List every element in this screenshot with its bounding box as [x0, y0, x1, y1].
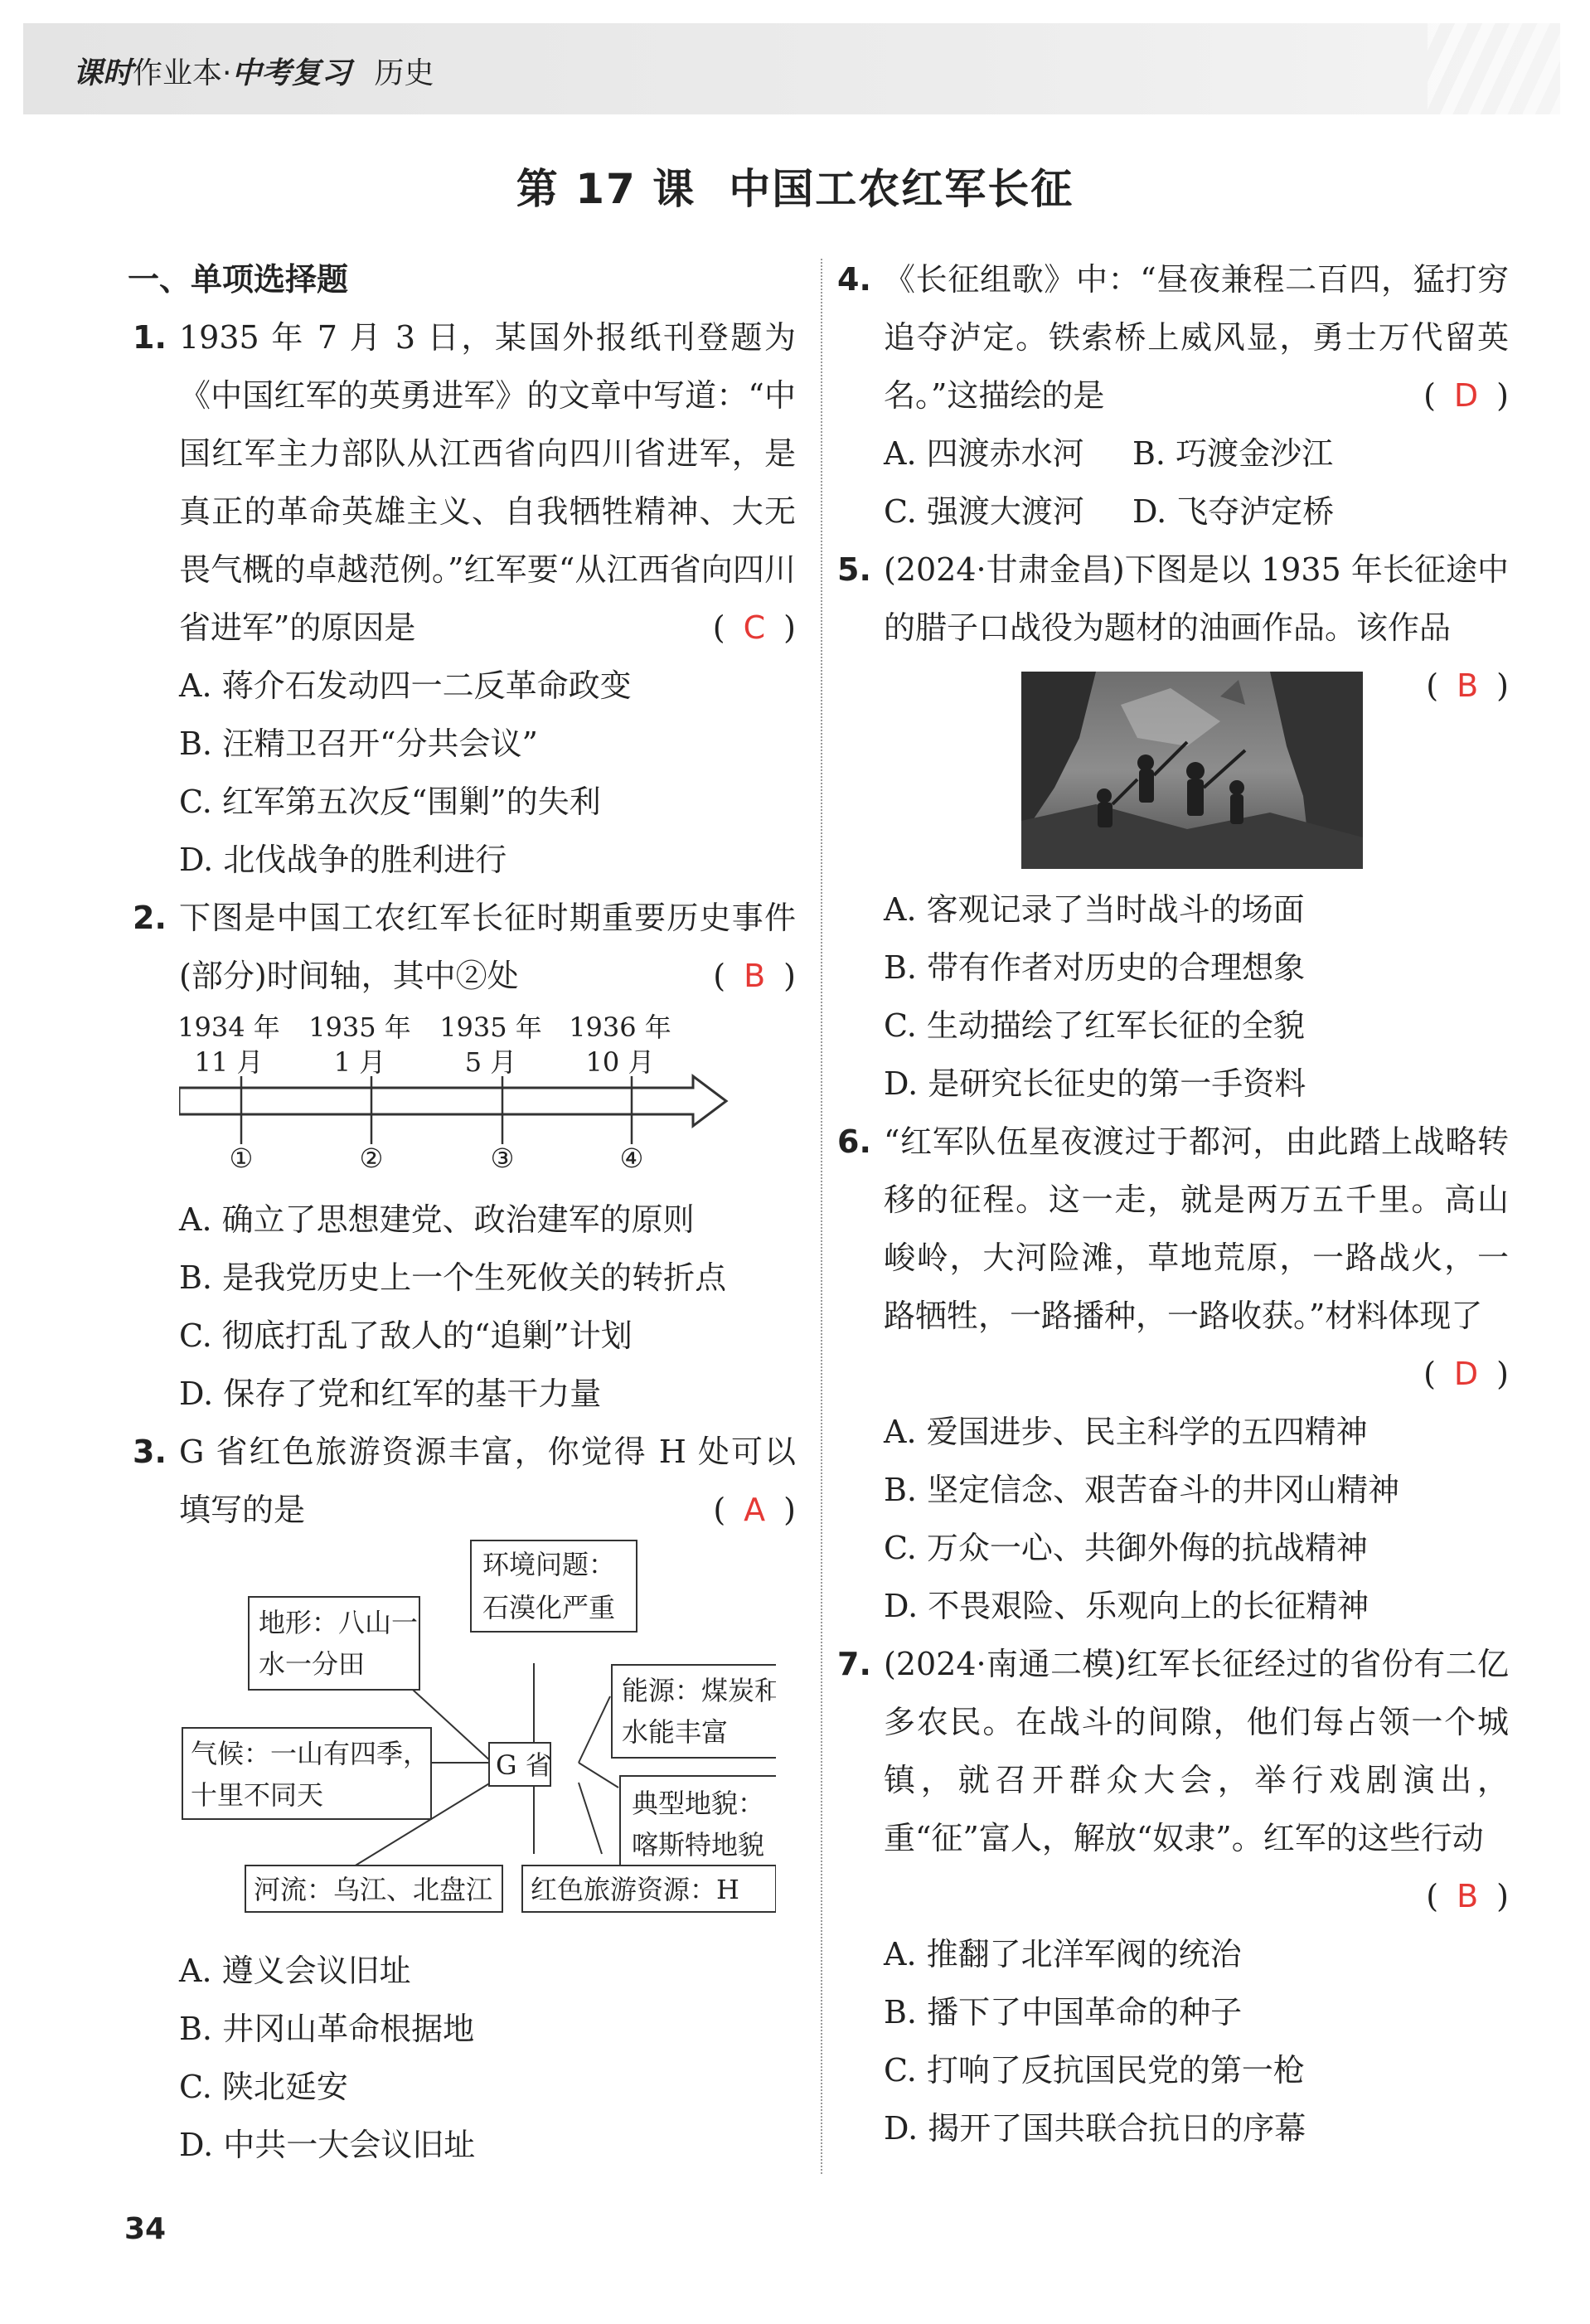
option[interactable]: C. 陕北延安 [179, 2069, 348, 2105]
lesson-title [0, 156, 1590, 216]
terrain-text: 水一分田 [259, 1648, 366, 1680]
option[interactable]: B. 井冈山革命根据地 [179, 2011, 475, 2047]
energy-text: 水能丰富 [622, 1716, 729, 1748]
option[interactable]: A. 四渡赤水河 [884, 435, 1084, 472]
landform-text: 典型地貌： [632, 1788, 765, 1819]
page-number: 34 [124, 2212, 167, 2246]
climate-text: 气候：一山有四季， [191, 1738, 430, 1769]
question-5 [837, 541, 1509, 704]
question-4 [837, 250, 1509, 425]
question-stem: (2024·甘肃金昌)下图是以 1935 年长征途中的腊子口战役为题材的油画作品。该作品 [884, 551, 1509, 646]
answer-bracket: ( C ) [712, 609, 796, 646]
question-stem: G 省红色旅游资源丰富，你觉得 H 处可以填写的是 [179, 1434, 796, 1528]
option-row [837, 425, 1509, 483]
answer-bracket: ( B ) [1426, 1878, 1509, 1914]
option[interactable]: B. 是我党历史上一个生死攸关的转折点 [179, 1259, 727, 1296]
option-row [837, 483, 1509, 541]
option[interactable]: B. 坚定信念、艰苦奋斗的井冈山精神 [884, 1472, 1400, 1508]
question-1 [133, 308, 796, 657]
header-decoration [1428, 23, 1560, 114]
timeline-month: 11 月 [194, 1046, 264, 1078]
timeline-arrow [179, 1076, 726, 1126]
answer-bracket: ( A ) [713, 1492, 796, 1528]
connector-line [579, 1783, 602, 1854]
timeline-month: 5 月 [464, 1046, 517, 1078]
option[interactable]: C. 生动描绘了红军长征的全貌 [884, 1007, 1305, 1044]
answer-mark: A [744, 1492, 766, 1528]
timeline-marker: ② [359, 1143, 384, 1171]
timeline-month: 10 月 [585, 1046, 655, 1078]
question-stem: (2024·南通二模)红军长征经过的省份有二亿多农民。在战斗的间隙，他们每占领一个城镇，就召开群众大会，举行戏剧演出，重“征”富人，解放“奴隶”。红军的这些行动 [884, 1646, 1509, 1856]
connector-line [579, 1696, 610, 1763]
timeline-month: 1 月 [333, 1046, 386, 1078]
question-number: 7. [837, 1646, 871, 1682]
answer-mark: C [743, 609, 766, 646]
lesson-name: 中国工农红军长征 [729, 165, 1074, 213]
option[interactable]: B. 带有作者对历史的合理想象 [884, 949, 1306, 986]
timeline-year: 1936 年 [569, 1012, 671, 1043]
lesson-number: 第 17 课 [516, 165, 696, 213]
answer-bracket: ( B ) [1426, 667, 1509, 704]
right-column [837, 250, 1509, 2157]
timeline-year: 1935 年 [439, 1012, 542, 1043]
option[interactable]: A. 遵义会议旧址 [179, 1953, 411, 1989]
question-2 [133, 889, 796, 1005]
painting-svg [1021, 672, 1363, 869]
option[interactable]: A. 确立了思想建党、政治建军的原则 [179, 1201, 695, 1238]
timeline-marker: ④ [619, 1143, 644, 1171]
landform-text: 喀斯特地貌 [632, 1829, 765, 1861]
option[interactable]: B. 巧渡金沙江 [1132, 435, 1334, 472]
section-title: 一、单项选择题 [128, 261, 349, 298]
diagram-svg [179, 1539, 776, 1887]
option[interactable]: D. 中共一大会议旧址 [179, 2127, 476, 2163]
center-text: G 省 [496, 1749, 552, 1781]
timeline-figure [179, 1005, 759, 1171]
question-6 [837, 1113, 1509, 1345]
option[interactable]: A. 客观记录了当时战斗的场面 [884, 891, 1305, 928]
answer-mark: D [1453, 377, 1479, 414]
question-number: 5. [837, 551, 871, 588]
option[interactable]: C. 强渡大渡河 [884, 493, 1084, 530]
option[interactable]: D. 揭开了国共联合抗日的序幕 [884, 2110, 1306, 2147]
question-stem: 1935 年 7 月 3 日，某国外报纸刊登题为《中国红军的英勇进军》的文章中写道：“中国红军主力部队从江西省向四川省进军，是真正的革命英雄主义、自我牺牲精神、大无畏气概的卓越范例。”红军要“从江西省向四川省进军”的原因是 [179, 319, 796, 646]
question-number: 6. [837, 1123, 871, 1160]
question-number: 2. [133, 900, 167, 936]
option[interactable]: D. 北伐战争的胜利进行 [179, 842, 507, 878]
question-7 [837, 1635, 1509, 1867]
option[interactable]: B. 汪精卫召开“分共会议” [179, 725, 538, 762]
timeline-year: 1935 年 [308, 1012, 411, 1043]
answer-mark: B [1457, 1878, 1479, 1914]
diagram-bottom-svg [179, 1862, 776, 1915]
timeline-year: 1934 年 [179, 1012, 280, 1043]
energy-text: 能源：煤炭和 [622, 1675, 776, 1706]
option[interactable]: C. 彻底打乱了敌人的“追剿”计划 [179, 1317, 633, 1354]
climate-text: 十里不同天 [191, 1779, 324, 1811]
option[interactable]: D. 是研究长征史的第一手资料 [884, 1065, 1306, 1102]
answer-bracket: ( D ) [1423, 377, 1509, 414]
connector-line [579, 1763, 618, 1788]
question-stem: 下图是中国工农红军长征时期重要历史事件(部分)时间轴，其中②处 [179, 900, 796, 994]
option[interactable]: C. 万众一心、共御外侮的抗战精神 [884, 1530, 1368, 1566]
option[interactable]: D. 不畏艰险、乐观向上的长征精神 [884, 1588, 1369, 1624]
option[interactable]: C. 红军第五次反“围剿”的失利 [179, 784, 601, 820]
option[interactable]: A. 爱国进步、民主科学的五四精神 [884, 1414, 1368, 1450]
option[interactable]: B. 播下了中国革命的种子 [884, 1994, 1243, 2030]
province-diagram [179, 1539, 776, 1887]
env-text: 石漠化严重 [482, 1592, 616, 1623]
env-text: 环境问题： [482, 1549, 616, 1580]
option[interactable]: A. 推翻了北洋军阀的统治 [884, 1936, 1242, 1972]
question-3 [133, 1423, 796, 1539]
timeline-svg [179, 1005, 759, 1171]
question-number: 1. [133, 319, 167, 356]
red-resource-text: 红色旅游资源：H [531, 1874, 739, 1905]
question-number: 4. [837, 261, 871, 298]
answer-mark: B [1457, 667, 1479, 704]
option[interactable]: C. 打响了反抗国民党的第一枪 [884, 2052, 1305, 2089]
option[interactable]: D. 飞夺泸定桥 [1132, 493, 1335, 530]
subject-label: 历史 [374, 56, 434, 90]
question-stem: 《长征组歌》中：“昼夜兼程二百四，猛打穷追夺泸定。铁索桥上威风显，勇士万代留英名。”这描绘的是 [884, 261, 1509, 414]
left-column [128, 250, 796, 2174]
option[interactable]: A. 蒋介石发动四一二反革命政变 [179, 667, 632, 704]
answer-mark: D [1453, 1356, 1479, 1392]
timeline-marker: ③ [490, 1143, 515, 1171]
answer-bracket: ( B ) [713, 958, 796, 994]
timeline-marker: ① [229, 1143, 254, 1171]
question-number: 3. [133, 1434, 167, 1470]
oil-painting-image [1021, 672, 1363, 869]
answer-mark: B [744, 958, 766, 994]
option[interactable]: D. 保存了党和红军的基干力量 [179, 1375, 602, 1412]
book-series-title: 课时作业本·中考复习 历史 [73, 56, 434, 90]
question-stem: “红军队伍星夜渡过于都河，由此踏上战略转移的征程。这一走，就是两万五千里。高山峻岭，大河险滩，草地荒原，一路战火，一路牺牲，一路播种，一路收获。”材料体现了 [884, 1123, 1509, 1334]
terrain-text: 地形：八山一 [259, 1607, 419, 1638]
river-text: 河流：乌江、北盘江 [254, 1874, 493, 1905]
column-divider [821, 259, 822, 2174]
answer-bracket: ( D ) [1423, 1356, 1509, 1392]
